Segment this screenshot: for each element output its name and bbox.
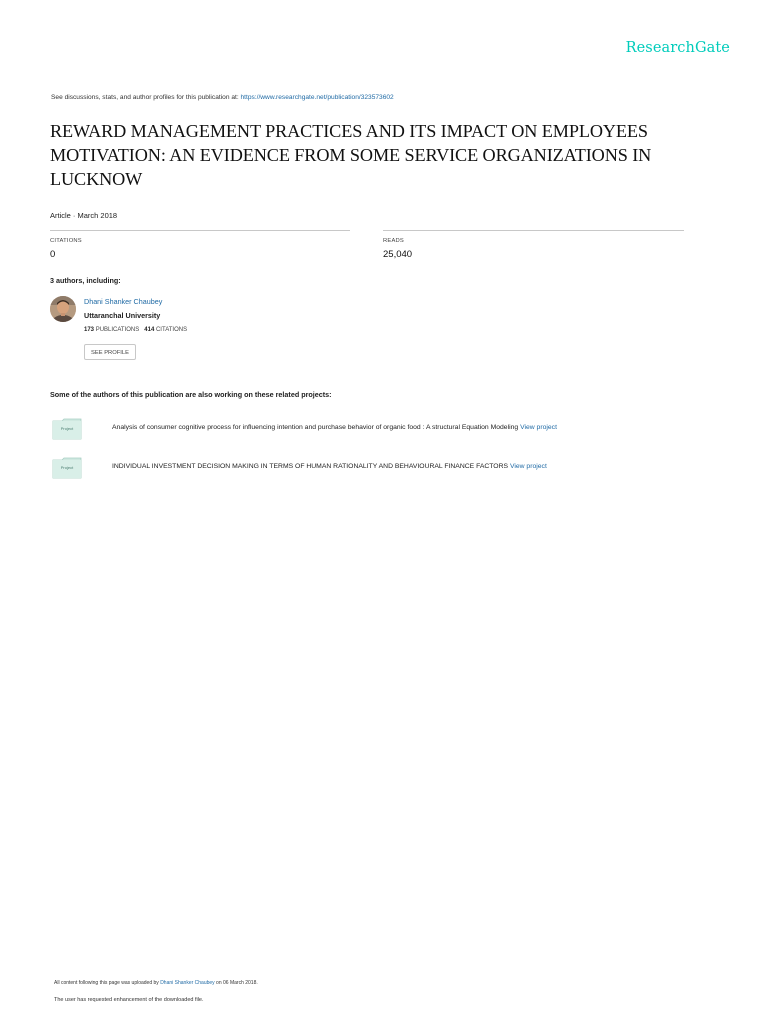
publication-meta: Article · March 2018 bbox=[50, 211, 118, 220]
person-photo-icon bbox=[50, 296, 76, 322]
author-avatar[interactable] bbox=[50, 296, 76, 322]
authors-heading: 3 authors, including: bbox=[50, 276, 121, 285]
view-project-link[interactable]: View project bbox=[520, 424, 557, 431]
publication-title: REWARD MANAGEMENT PRACTICES AND ITS IMPACT ON EMPLOYEES MOTIVATION: AN EVIDENCE FROM SOME SERVICE ORGANIZATIONS IN LUCKNOW bbox=[50, 121, 652, 189]
project-item bbox=[112, 424, 557, 431]
upload-note-suffix: on 06 March 2018. bbox=[214, 980, 258, 986]
upload-note-prefix: All content following this page was uploaded by bbox=[54, 980, 161, 986]
author-stats bbox=[84, 327, 187, 333]
author-citations-label: CITATIONS bbox=[155, 327, 188, 333]
publications-label: PUBLICATIONS bbox=[95, 327, 140, 333]
project-icon[interactable] bbox=[52, 418, 82, 438]
project-icon-label: Project bbox=[60, 426, 74, 431]
project-title: Analysis of consumer cognitive process for influencing intention and purchase behavior of organic food : A structural Equation Modeling bbox=[112, 424, 519, 431]
enhancement-note: The user has requested enhancement of the downloaded file. bbox=[54, 997, 204, 1003]
uploader-link[interactable]: Dhani Shanker Chaubey bbox=[160, 980, 215, 986]
publications-count: 173 bbox=[84, 327, 95, 333]
author-name-link[interactable]: Dhani Shanker Chaubey bbox=[84, 297, 163, 306]
intro-line bbox=[51, 94, 394, 101]
researchgate-logo[interactable]: ResearchGate bbox=[625, 40, 730, 56]
project-icon[interactable] bbox=[52, 457, 82, 477]
reads-value: 25,040 bbox=[383, 249, 413, 260]
author-institution: Uttaranchal University bbox=[84, 311, 161, 320]
upload-note bbox=[54, 980, 258, 986]
project-icon-label: Project bbox=[60, 465, 74, 470]
view-project-link[interactable]: View project bbox=[509, 463, 547, 470]
author-citations-count: 414 bbox=[144, 327, 155, 333]
reads-divider bbox=[383, 230, 684, 231]
publication-url-link[interactable]: https://www.researchgate.net/publication/323573602 bbox=[240, 94, 394, 101]
project-item bbox=[112, 463, 547, 470]
project-title: INDIVIDUAL INVESTMENT DECISION MAKING IN TERMS OF HUMAN RATIONALITY AND BEHAVIOURAL FINANCE FACTORS bbox=[112, 463, 509, 470]
citations-divider bbox=[50, 230, 350, 231]
see-profile-button[interactable]: SEE PROFILE bbox=[84, 344, 136, 360]
related-projects-heading: Some of the authors of this publication are also working on these related projects: bbox=[50, 390, 332, 399]
intro-text: See discussions, stats, and author profiles for this publication at: bbox=[51, 94, 241, 101]
citations-label: CITATIONS bbox=[50, 238, 82, 244]
citations-value: 0 bbox=[50, 249, 56, 260]
reads-label: READS bbox=[383, 238, 404, 244]
